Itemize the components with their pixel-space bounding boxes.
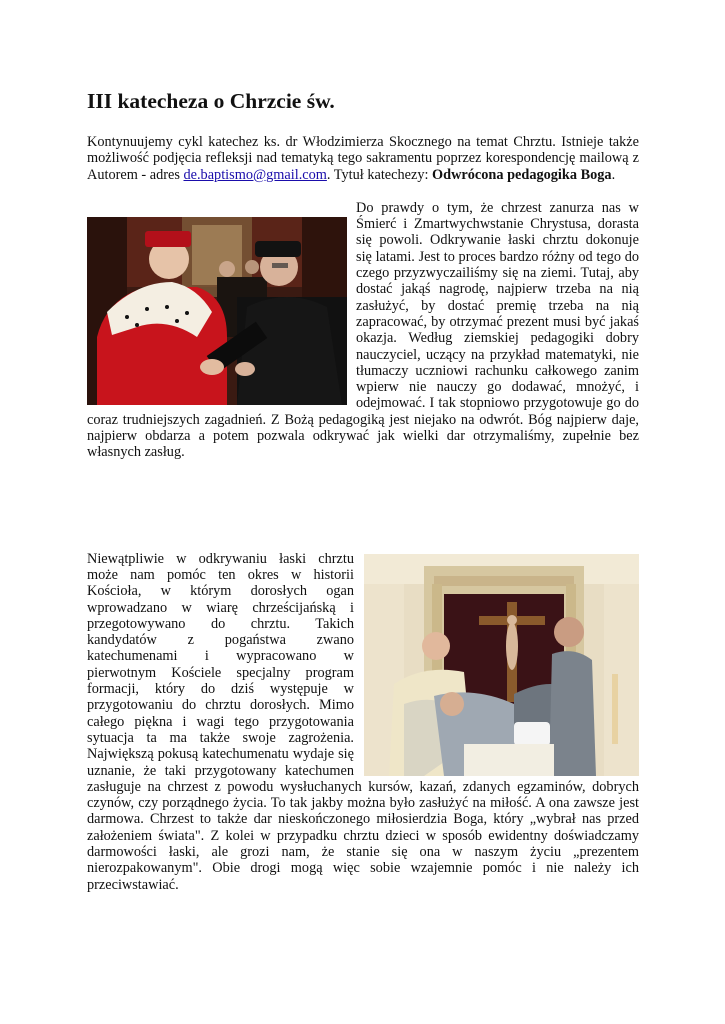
section-2 xyxy=(87,551,639,893)
page-title: III katecheza o Chrzcie św. xyxy=(87,89,335,113)
intro-text-after-link: . Tytuł katechezy: xyxy=(326,166,433,183)
intro-text: Kontynuujemy cykl katechez ks. dr Włodzimierza Skocznego na temat Chrztu. Istnieje także możliwość podjęcia refleksji nad tematyką tego sakramentu poprzez korespondencję mailową z Autorem - adres xyxy=(87,134,639,183)
katecheza-title: Odwrócona pedagogika Boga xyxy=(432,166,612,183)
section-1 xyxy=(87,200,639,461)
ceremony-photo-drawing xyxy=(87,217,347,405)
photo-baptism-image xyxy=(364,554,639,776)
paragraph-1: Do prawdy o tym, że chrzest zanurza nas w Śmierć i Zmartwychwstanie Chrystusa, dorasta się powoli. Odkrywanie łaski chrztu dokonuje się latami. Jest to proces bardzo różny od tego do czego przyzwyczailiśmy się na ziemi. Tutaj, aby dostać jakąś nagrodę, najpierw trzeba na nią zasłużyć, by dostać premię trzeba na nią zapracować, by otrzymać prezent musi być jakaś okazja. Według ziemskiej pedagogiki dobry nauczyciel, uczący na przykład matematyki, nie tłumaczy uczniowi rachunku całkowego zanim wpierw nie nauczy go dodawać, mnożyć, i odejmować. I tak stopniowo przygotowuje go do coraz trudniejszych zagadnień. Z Bożą pedagogiką jest niejako na odwrót. Bóg najpierw daje, najpierw obdarza a potem pozwala odkrywać jak wielki dar otrzymaliśmy, zupełnie bez własnych zasług. xyxy=(87,199,639,461)
email-link[interactable]: de.baptismo@gmail.com xyxy=(183,166,327,183)
document-page xyxy=(87,88,639,893)
paragraph-2: Niewątpliwie w odkrywaniu łaski chrztu może nam pomóc ten okres w historii Kościoła, w którym dorosłych ogan wprowadzano w wiarę chrześcijańską i przegotowywano do chrztu. Takich kandydatów z pogaństwa zwano katechumenami i wypracowano w pierwotnym Kościele specjalny program formacji, który do dziś występuje w przygotowaniu do chrztu dorosłych. Mimo całego piękna i wagi tego przygotowania sytuacja ta ma także swoje zagrożenia. Największą pokusą katechumenatu wydaje się uznanie, że taki przygotowany katechumen zasługuje na chrzest z powodu wysłuchanych kursów, kazań, zdanych egzaminów, dobrych czynów, czy porządnego życia. To tak jakby można było zasłużyć na miłość. A ona zawsze jest darmowa. Chrzest to także dar nieskończonego miłosierdzia Boga, który „wybrał nas przed założeniem świata". Z kolei w przypadku chrztu dzieci w sposób ewidentny doświadczamy darmowości łaski, ale grozi nam, że stanie się ona w naszym życiu „prezentem nierozpakowanym". Obie drogi mogą więc sobie wzajemnie pomóc i nie należy ich przeciwstawiać. xyxy=(87,550,639,893)
intro-end: . xyxy=(611,166,616,183)
baptism-photo-drawing xyxy=(364,554,639,776)
photo-ceremony-image xyxy=(87,217,347,405)
intro-paragraph xyxy=(87,134,639,183)
